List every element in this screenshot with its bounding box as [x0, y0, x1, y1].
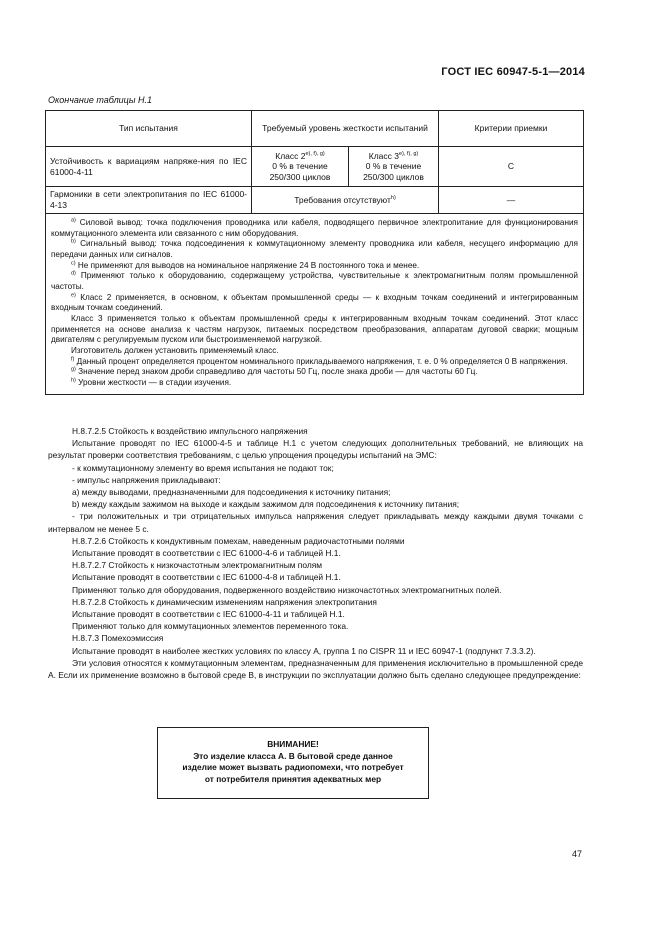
section-heading: Н.8.7.2.5 Стойкость к воздействию импульсного напряжения [72, 426, 308, 436]
paragraph: Испытание проводят по IEC 61000-4-5 и таблице Н.1 с учетом следующих дополнительных требований, не влияющих на результат проверки соответствия требованиям, с целью упрощения процедуры испытаний на ЭМС: [48, 438, 583, 461]
section-heading: Н.8.7.3 Помехоэмиссия [72, 633, 164, 644]
footnote-text: Значение перед знаком дроби справедливо для частоты 50 Гц, после знака дроби — для частоты 60 Гц. [78, 367, 478, 377]
footnote-e [51, 293, 578, 314]
footnote-text: Силовой вывод: точка подключения проводника или кабеля, подводящего первичное электропитание для функционирования коммутационного элемента или связанного с ним оборудования. [51, 218, 578, 238]
document-header: ГОСТ IEC 60947-5-1—2014 [441, 66, 585, 78]
table-footnotes [46, 214, 584, 395]
section-heading: Н.8.7.2.7 Стойкость к низкочастотным электромагнитным полям [72, 560, 322, 571]
footnote-text: Класс 2 применяется, в основном, к объектам промышленной среды — к входным точкам соединений и интегрированным входным точкам соединений. [51, 292, 578, 313]
footnote-f [51, 357, 578, 368]
list-item: b) между каждым зажимом на выходе и каждым зажимом для подсоединения к источнику питания; [72, 499, 460, 510]
row2-test: Гармоники в сети электропитания по IEC 61000-4-13 [46, 187, 252, 214]
footnote-mark: a) [71, 217, 76, 224]
row2-level-footnote: h) [390, 194, 396, 201]
paragraph: Применяют только для оборудования, подверженного воздействию низкочастотных электромагнитных полей. [72, 584, 502, 595]
footnote-e-class3 [51, 314, 578, 346]
list-item: - три положительных и три отрицательных импульса напряжения следует прикладывать между каждыми двумя точками с интервалом не менее 5 с. [48, 511, 583, 534]
section-heading: Н.8.7.2.8 Стойкость к динамическим изменениям напряжения электропитания [72, 596, 377, 607]
row1-test: Устойчивость к вариациям напряже-ния по IEC 61000-4-11 [46, 147, 252, 187]
row1-class2 [252, 147, 349, 187]
footnote-text: Применяют только к оборудованию, содержащему устройства, чувствительные к электромагнитным полям промышленной частоты. [51, 271, 578, 291]
footnote-g [51, 367, 578, 378]
warning-line: изделие может вызвать радиопомехи, что потребует [182, 762, 404, 772]
class2-footnote: e), f), g) [305, 150, 325, 157]
paragraph: Испытание проводят в соответствии с IEC 61000-4-6 и таблицей Н.1. [72, 548, 341, 559]
class3-label: Класс 3 [368, 150, 399, 161]
footnote-mark: e) [71, 291, 76, 298]
footnote-text: Изготовитель должен установить применяемый класс. [71, 345, 279, 355]
paragraph: Испытание проводят в соответствии с IEC 61000-4-8 и таблицей Н.1. [72, 572, 341, 583]
footnote-h [51, 378, 578, 389]
header-acceptance-criteria: Критерии приемки [439, 111, 584, 147]
footnote-e-manufacturer [51, 346, 578, 357]
header-test-type: Тип испытания [46, 111, 252, 147]
footnote-text: Уровни жесткости — в стадии изучения. [78, 377, 232, 387]
table-caption: Окончание таблицы Н.1 [48, 95, 152, 105]
row2-level-text: Требования отсутствуют [294, 194, 391, 205]
section-heading: Н.8.7.2.6 Стойкость к кондуктивным помехам, наведенным радиочастотными полями [72, 535, 405, 546]
warning-box [157, 727, 429, 799]
class3-value: 0 % в течение [365, 161, 422, 172]
footnote-c [51, 261, 578, 272]
footnote-a [51, 218, 578, 239]
class3-footnote: e), f), g) [398, 150, 419, 157]
footnote-text: Данный процент определяется процентом номинального прикладываемого напряжения, т. е. 0 % определяется 0 В напряжения. [76, 356, 568, 366]
warning-line: Это изделие класса А. В бытовой среде данное [193, 750, 393, 761]
footnote-mark: d) [71, 270, 76, 277]
footnote-mark: b) [71, 238, 76, 245]
class3-cycles: 250/300 циклов [363, 171, 424, 182]
footnote-mark: f) [71, 355, 75, 362]
row2-level [252, 187, 439, 214]
footnote-text: Не применяют для выводов на номинальное напряжение 24 В постоянного тока и менее. [77, 260, 420, 270]
header-severity-level: Требуемый уровень жесткости испытаний [252, 111, 439, 147]
footnote-mark: c) [71, 259, 76, 266]
row1-class3 [349, 147, 439, 187]
table-h1 [45, 110, 584, 395]
row2-criteria: — [439, 187, 584, 214]
paragraph: Применяют только для коммутационных элементов переменного тока. [72, 621, 349, 632]
class2-label: Класс 2 [275, 150, 306, 161]
list-item: а) между выводами, предназначенными для подсоединения к источнику питания; [72, 487, 391, 498]
footnote-d [51, 271, 578, 292]
paragraph: Испытание проводят в соответствии с IEC 61000-4-11 и таблицей Н.1. [72, 609, 345, 620]
footnote-mark: g) [71, 366, 76, 373]
paragraph: Испытание проводят в наиболее жестких условиях по классу А, группа 1 по CISPR 11 и IEC 60947-1 (подпункт 7.3.3.2). [72, 645, 536, 656]
footnote-text: Класс 3 применяется только к объектам промышленной среды к интегрированным входным точкам соединений. Этот класс применяется на основе анализа к частям нагрузок, питаемых посредством преобразования, аппаратам дуговой сварки; мощным двигателям с регулируемым пуском или быстроизменяемой нагрузкой. [51, 313, 578, 345]
warning-line: от потребителя принятия адекватных мер [204, 773, 382, 784]
list-item: - импульс напряжения прикладывают: [72, 474, 221, 485]
footnote-mark: h) [71, 377, 76, 384]
footnote-text: Сигнальный вывод: точка подсоединения к коммутационному элементу проводника или кабеля, несущего информацию для передачи данных или сигналов. [51, 239, 578, 259]
warning-title: ВНИМАНИЕ! [267, 739, 319, 749]
body-text [48, 425, 583, 681]
footnote-b [51, 239, 578, 260]
list-item: - к коммутационному элементу во время испытания не подают ток; [72, 462, 334, 473]
class2-value: 0 % в течение [272, 161, 328, 172]
class2-cycles: 250/300 циклов [269, 171, 331, 182]
page-number: 47 [571, 849, 582, 859]
paragraph: Эти условия относятся к коммутационным элементам, предназначенным для применения исключительно в промышленной среде А. Если их применение возможно в бытовой среде В, в инструкции по эксплуатации должно быть сделано следующее предупреждение: [48, 657, 583, 681]
row1-criteria: С [439, 147, 584, 187]
